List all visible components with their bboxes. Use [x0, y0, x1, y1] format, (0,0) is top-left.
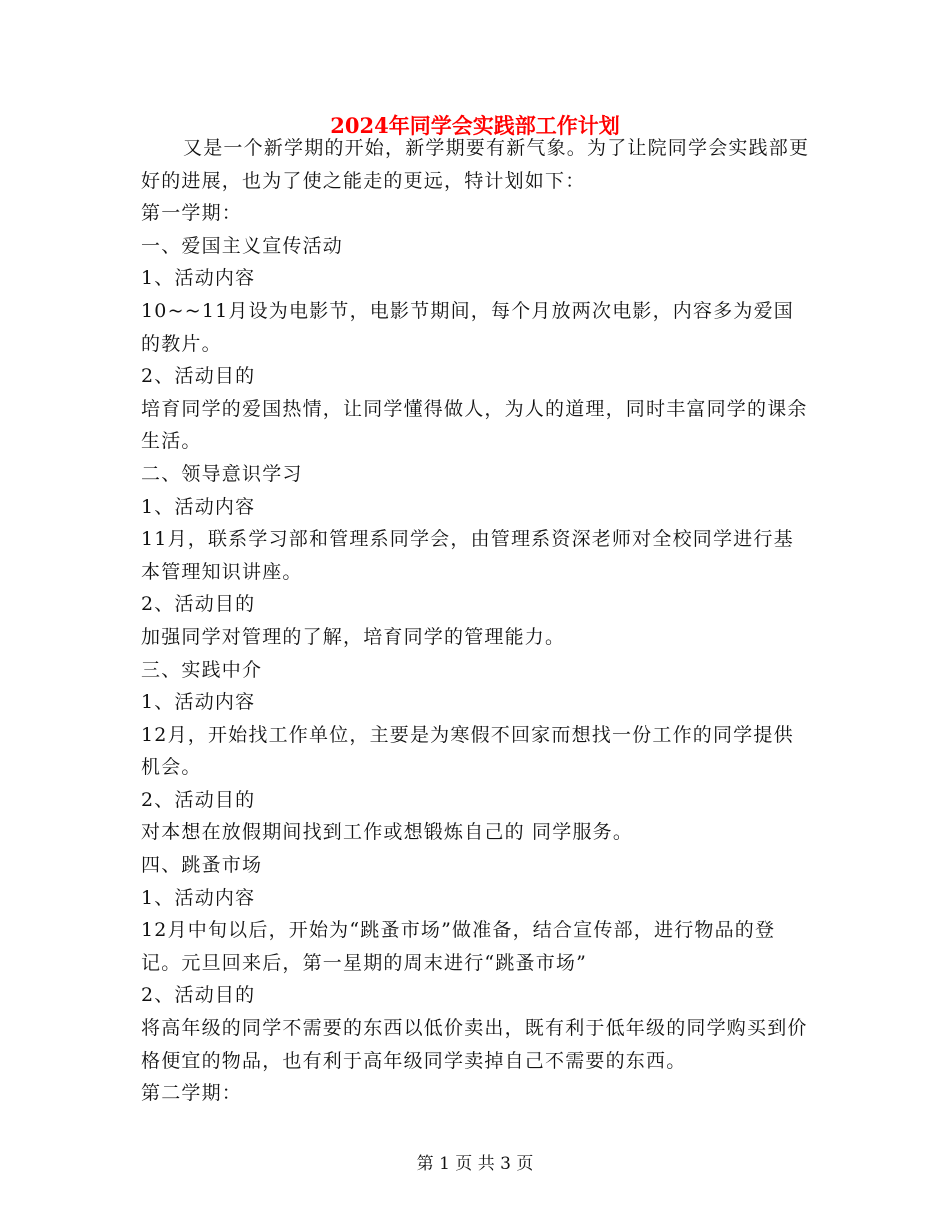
paragraph: 10~~11月设为电影节，电影节期间，每个月放两次电影，内容多为爱国的教片。	[141, 299, 794, 355]
subheading-content: 1、活动内容	[141, 886, 256, 909]
section-heading-second-semester: 第二学期：	[141, 1082, 243, 1105]
paragraph: 对本想在放假期间找到工作或想锻炼自己的 同学服务。	[141, 821, 634, 844]
paragraph: 12月中旬以后，开始为“跳蚤市场”做准备，结合宣传部，进行物品的登记。元旦回来后，第一星期的周末进行“跳蚤市场”	[141, 919, 776, 974]
intro-paragraph: 又是一个新学期的开始，新学期要有新气象。为了让院同学会实践部更好的进展，也为了使之能走的更远，特计划如下：	[141, 137, 810, 192]
paragraph: 12月，开始找工作单位，主要是为寒假不回家而想找一份工作的同学提供机会。	[141, 723, 794, 779]
subheading-content: 1、活动内容	[141, 267, 256, 290]
paragraph: 11月，联系学习部和管理系同学会，由管理系资深老师对全校同学进行基本管理知识讲座。	[141, 528, 794, 583]
subheading-purpose: 2、活动目的	[141, 365, 256, 388]
section-heading-first-semester: 第一学期：	[141, 202, 243, 225]
document-title: 2024年同学会实践部工作计划	[330, 113, 620, 138]
paragraph: 培育同学的爱国热情，让同学懂得做人，为人的道理，同时丰富同学的课余生活。	[141, 397, 808, 453]
subheading-content: 1、活动内容	[141, 691, 256, 714]
activity-heading-4: 四、跳蚤市场	[141, 854, 263, 877]
subheading-purpose: 2、活动目的	[141, 593, 256, 616]
activity-heading-3: 三、实践中介	[141, 658, 263, 681]
activity-heading-2: 二、领导意识学习	[141, 462, 303, 485]
subheading-purpose: 2、活动目的	[141, 984, 256, 1007]
page-number-footer: 第 1 页 共 3 页	[416, 1154, 534, 1174]
subheading-content: 1、活动内容	[141, 495, 256, 518]
activity-heading-1: 一、爱国主义宣传活动	[141, 234, 344, 257]
paragraph: 加强同学对管理的了解，培育同学的管理能力。	[141, 625, 566, 648]
paragraph: 将高年级的同学不需要的东西以低价卖出，既有利于低年级的同学购买到价格便宜的物品，也有利于高年级同学卖掉自己不需要的东西。	[141, 1017, 808, 1072]
document-body	[141, 132, 811, 1110]
subheading-purpose: 2、活动目的	[141, 788, 256, 811]
